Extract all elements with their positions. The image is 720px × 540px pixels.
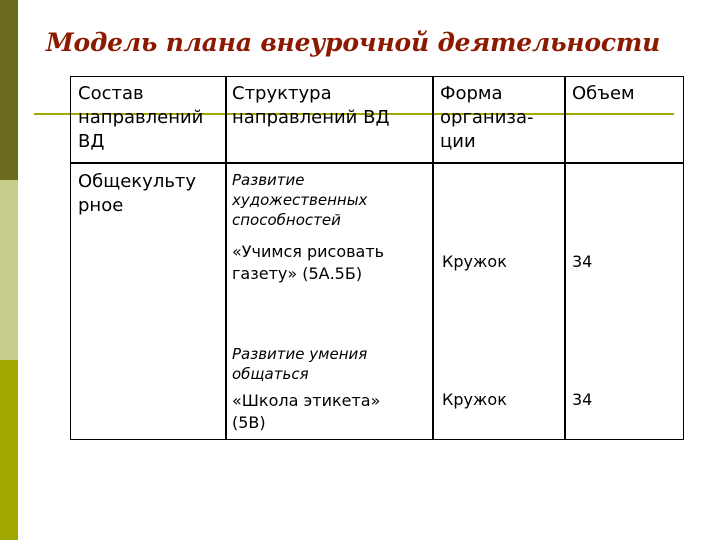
cell-program-2-line: (5В) — [232, 413, 266, 432]
cell-program-2 — [232, 390, 380, 434]
cell-structure-2-line: Развитие умения — [232, 345, 368, 363]
cell-direction-line: Общекульту — [78, 171, 197, 192]
cell-direction-line: рное — [78, 195, 124, 216]
cell-structure-2 — [232, 344, 367, 384]
cell-structure-1 — [232, 170, 367, 230]
header-form-line: Форма — [440, 83, 503, 104]
decor-stripe-bottom — [0, 360, 18, 540]
cell-program-1 — [232, 241, 384, 285]
col-divider-1 — [225, 76, 227, 440]
header-structure — [232, 82, 390, 130]
decor-stripe-top — [0, 0, 18, 180]
decor-stripe-middle — [0, 180, 18, 360]
cell-program-1-line: «Учимся рисовать — [232, 242, 385, 261]
header-volume — [572, 82, 635, 106]
col-divider-2 — [432, 76, 434, 440]
cell-direction — [78, 170, 196, 218]
header-direction-line: Состав — [78, 83, 144, 104]
header-direction-line: ВД — [78, 131, 105, 152]
header-form-line: ции — [440, 131, 476, 152]
slide-title: Модель плана внеурочной деятельности — [46, 28, 661, 57]
cell-volume-1: 34 — [572, 252, 593, 271]
header-form — [440, 82, 534, 154]
cell-structure-1-line: художественных — [232, 191, 368, 209]
cell-structure-2-line: общаться — [232, 365, 309, 383]
col-divider-3 — [564, 76, 566, 440]
cell-program-2-line: «Школа этикета» — [232, 391, 381, 410]
cell-program-1-line: газету» (5А.5Б) — [232, 264, 363, 283]
cell-form-1: Кружок — [442, 252, 507, 271]
header-structure-line: направлений ВД — [232, 107, 390, 128]
header-form-line: организа- — [440, 107, 534, 128]
header-direction-line: направлений — [78, 107, 204, 128]
header-direction — [78, 82, 203, 154]
cell-volume-2: 34 — [572, 390, 593, 409]
header-volume-line: Объем — [572, 83, 635, 104]
cell-structure-1-line: способностей — [232, 211, 341, 229]
cell-form-2: Кружок — [442, 390, 507, 409]
header-divider — [70, 162, 684, 164]
header-structure-line: Структура — [232, 83, 332, 104]
cell-structure-1-line: Развитие — [232, 171, 305, 189]
